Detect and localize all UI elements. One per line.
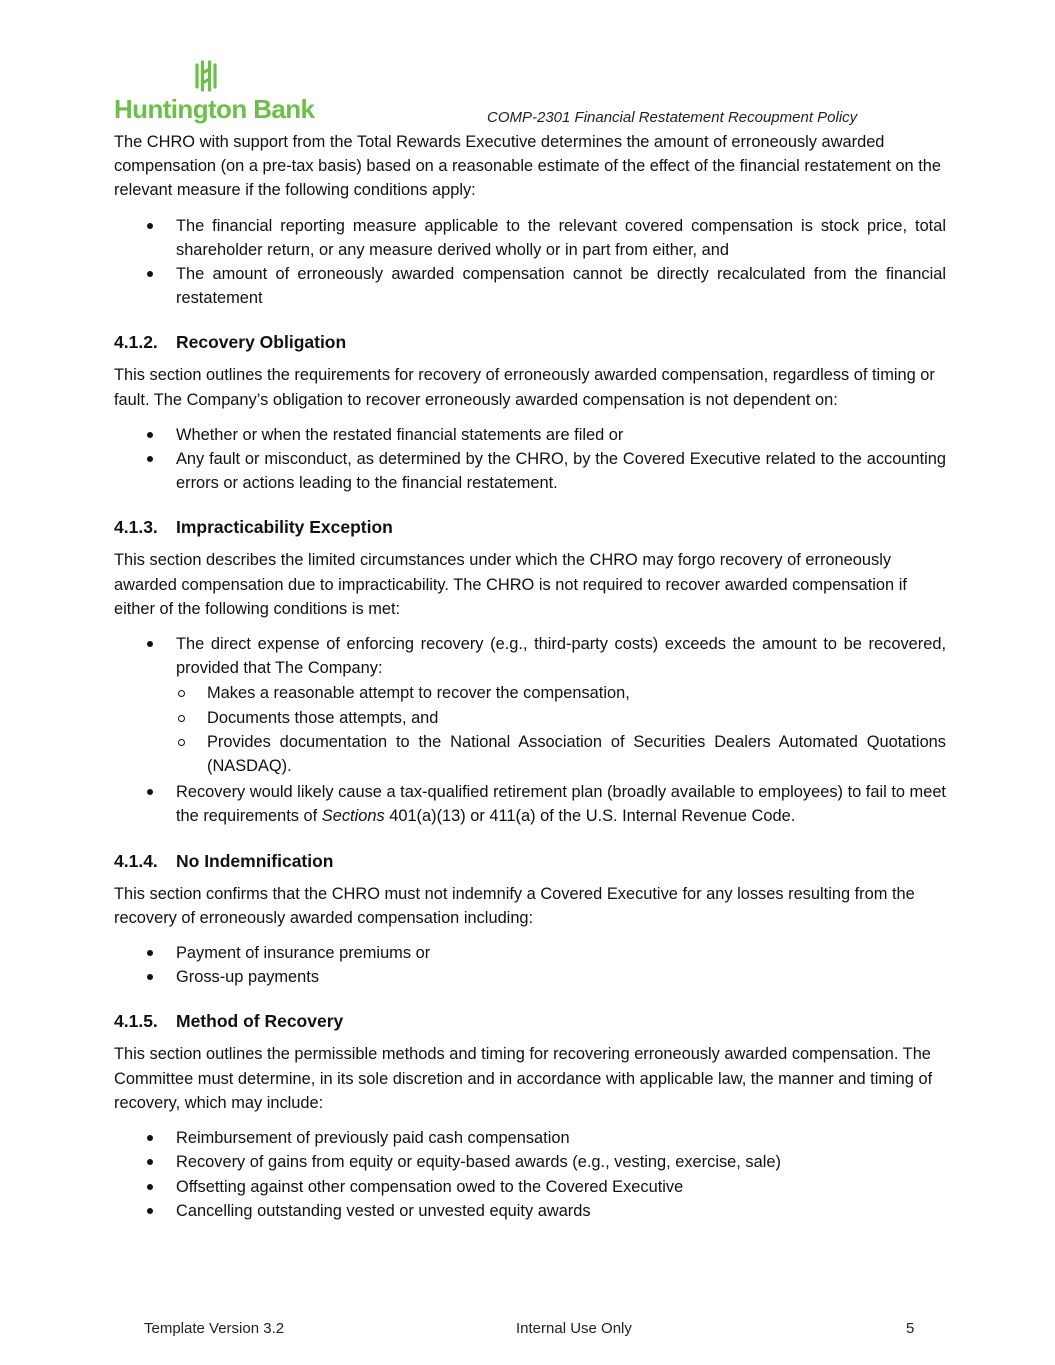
list-item: Any fault or misconduct, as determined by the CHRO, by the Covered Executive related to the accounting errors or actions leading to the financial restatement. — [114, 447, 946, 495]
section-heading-impracticability-exception — [114, 515, 946, 539]
section-title: Method of Recovery — [176, 1011, 344, 1032]
section-number: 4.1.2. — [114, 332, 158, 353]
section-bullet-list — [114, 423, 946, 496]
section-heading-no-indemnification — [114, 849, 946, 873]
list-item: The amount of erroneously awarded compensation cannot be directly recalculated from the financial restatement — [114, 262, 946, 310]
section-bullet-list — [114, 1126, 946, 1223]
section-paragraph: This section confirms that the CHRO must not indemnify a Covered Executive for any losses resulting from the recovery of erroneously awarded compensation including: — [114, 884, 915, 927]
list-item — [114, 780, 946, 828]
list-item: Cancelling outstanding vested or unvested equity awards — [114, 1199, 946, 1223]
section-heading-method-of-recovery — [114, 1009, 946, 1033]
list-item: Whether or when the restated financial statements are filed or — [114, 423, 946, 447]
huntington-logo — [114, 60, 315, 126]
list-item: Recovery of gains from equity or equity-based awards (e.g., vesting, exercise, sale) — [114, 1150, 946, 1174]
list-item-italic-text: Sections — [321, 807, 385, 826]
sub-list-item: Documents those attempts, and — [114, 706, 946, 730]
list-item-text: 401(a)(13) or 411(a) of the U.S. Internal Revenue Code. — [384, 807, 796, 826]
list-item: The direct expense of enforcing recovery (e.g., third-party costs) exceeds the amount to be recovered, provided that The Company: — [114, 632, 946, 680]
section-paragraph: This section outlines the requirements for recovery of erroneously awarded compensation, regardless of timing or fault. The Company’s obligation to recover erroneously awarded compensation is not dependent on: — [114, 366, 935, 409]
list-item: Offsetting against other compensation owed to the Covered Executive — [114, 1175, 946, 1199]
footer-classification: Internal Use Only — [516, 1320, 632, 1337]
section-title: Recovery Obligation — [176, 332, 347, 353]
list-item: The financial reporting measure applicable to the relevant covered compensation is stock price, total shareholder return, or any measure derived wholly or in part from either, and — [114, 214, 946, 262]
footer-page-number: 5 — [906, 1320, 915, 1337]
section-title: Impracticability Exception — [176, 517, 393, 538]
section-paragraph: This section outlines the permissible methods and timing for recovering erroneously awarded compensation. The Committee must determine, in its sole discretion and in accordance with applicable law, the manner and timing of recovery, which may include: — [114, 1045, 933, 1112]
section-number: 4.1.5. — [114, 1011, 158, 1032]
section-number: 4.1.3. — [114, 517, 158, 538]
list-item-text: Recovery would likely cause a tax-qualified retirement plan (broadly available to employees) to fail to meet the requirements of — [176, 783, 946, 826]
sub-list-item: Provides documentation to the National Association of Securities Dealers Automated Quotations (NASDAQ). — [114, 730, 946, 778]
section-number: 4.1.4. — [114, 850, 158, 871]
logo-wordmark: Huntington Bank — [114, 94, 315, 124]
section-title: No Indemnification — [176, 850, 334, 871]
section-bullet-list — [114, 632, 946, 829]
intro-bullet-list — [114, 214, 946, 311]
list-item: Gross-up payments — [114, 965, 946, 989]
document-body — [114, 130, 946, 1223]
huntington-logo-icon — [191, 60, 221, 92]
sub-list-item: Makes a reasonable attempt to recover the compensation, — [114, 681, 946, 705]
section-paragraph: This section describes the limited circumstances under which the CHRO may forgo recovery of erroneously awarded compensation due to impracticability. The CHRO is not required to recover awarded compensation if either of the following conditions is met: — [114, 551, 907, 618]
section-bullet-list — [114, 941, 946, 989]
document-title: COMP-2301 Financial Restatement Recoupment Policy — [487, 109, 858, 126]
list-item: Payment of insurance premiums or — [114, 941, 946, 965]
section-heading-recovery-obligation — [114, 330, 946, 354]
list-item: Reimbursement of previously paid cash compensation — [114, 1126, 946, 1150]
intro-paragraph: The CHRO with support from the Total Rewards Executive determines the amount of erroneously awarded compensation (on a pre-tax basis) based on a reasonable estimate of the effect of the financial restatement on the relevant measure if the following conditions apply: — [114, 133, 942, 200]
footer-template-version: Template Version 3.2 — [144, 1320, 285, 1337]
